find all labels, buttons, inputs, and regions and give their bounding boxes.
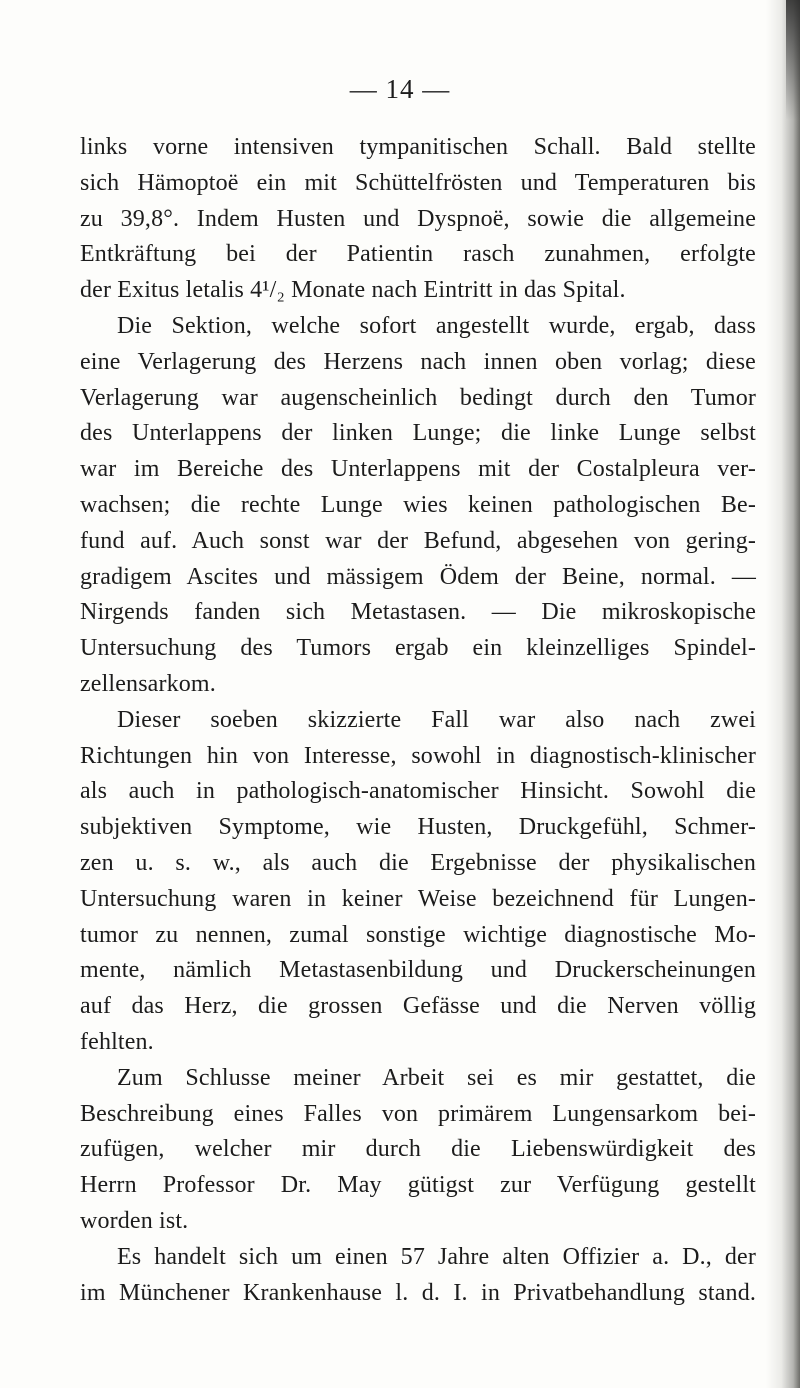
page-number: — 14 — — [349, 74, 451, 104]
text-line: Dieser soeben skizzierte Fall war also nach zwei — [117, 706, 756, 733]
text-line: Untersuchung des Tumors ergab ein kleinzelliges Spindel- — [80, 635, 756, 662]
text-line: Beschreibung eines Falles von primärem Lungensarkom bei- — [80, 1100, 756, 1127]
text-line: eine Verlagerung des Herzens nach innen oben vorlag; diese — [80, 348, 756, 375]
text-line: wachsen; die rechte Lunge wies keinen pathologischen Be- — [80, 491, 756, 518]
text-line: im Münchener Krankenhause l. d. I. in Privatbehandlung stand. — [80, 1279, 756, 1306]
text-line: Verlagerung war augenscheinlich bedingt durch den Tumor — [80, 384, 756, 411]
text-line: zen u. s. w., als auch die Ergebnisse der physikalischen — [80, 849, 756, 876]
text-line: zu 39,8°. Indem Husten und Dyspnoë, sowie die allgemeine — [80, 205, 756, 232]
text-line: Untersuchung waren in keiner Weise bezeichnend für Lungen- — [80, 885, 756, 912]
text-line: Herrn Professor Dr. May gütigst zur Verfügung gestellt — [80, 1172, 756, 1199]
text-line: fehlten. — [80, 1028, 154, 1055]
text-line: worden ist. — [80, 1207, 189, 1234]
text-line: fund auf. Auch sonst war der Befund, abgesehen von gering- — [80, 527, 756, 554]
text-line: des Unterlappens der linken Lunge; die linke Lunge selbst — [80, 420, 756, 447]
text-line: sich Hämoptoë ein mit Schüttelfrösten und Temperaturen bis — [80, 169, 756, 196]
text-line: gradigem Ascites und mässigem Ödem der Beine, normal. — — [80, 563, 756, 590]
text-line: links vorne intensiven tympanitischen Schall. Bald stellte — [80, 134, 756, 160]
text-line: mente, nämlich Metastasenbildung und Druckerscheinungen — [80, 957, 756, 984]
text-line: Entkräftung bei der Patientin rasch zunahmen, erfolgte — [80, 241, 756, 268]
body-text — [80, 130, 756, 1311]
text-line: auf das Herz, die grossen Gefässe und die Nerven völlig — [80, 993, 756, 1020]
text-line: tumor zu nennen, zumal sonstige wichtige diagnostische Mo- — [80, 921, 756, 948]
scan-edge-shadow — [766, 0, 800, 1388]
text-line: Richtungen hin von Interesse, sowohl in diagnostisch-klinischer — [80, 742, 756, 769]
text-line: als auch in pathologisch-anatomischer Hinsicht. Sowohl die — [80, 778, 756, 805]
text-line: subjektiven Symptome, wie Husten, Druckgefühl, Schmer- — [80, 814, 756, 841]
text-line: Es handelt sich um einen 57 Jahre alten Offizier a. D., der — [117, 1243, 756, 1270]
text-line: Zum Schlusse meiner Arbeit sei es mir gestattet, die — [117, 1064, 756, 1091]
text-line: Nirgends fanden sich Metastasen. — Die mikroskopische — [80, 599, 756, 626]
text-line: der Exitus letalis 4¹/₂ Monate nach Eintritt in das Spital. — [80, 277, 626, 304]
text-line: war im Bereiche des Unterlappens mit der Costalpleura ver- — [80, 456, 756, 483]
text-line: zufügen, welcher mir durch die Liebenswürdigkeit des — [80, 1136, 756, 1163]
text-line: zellensarkom. — [80, 670, 216, 697]
text-line: Die Sektion, welche sofort angestellt wurde, ergab, dass — [117, 312, 756, 339]
